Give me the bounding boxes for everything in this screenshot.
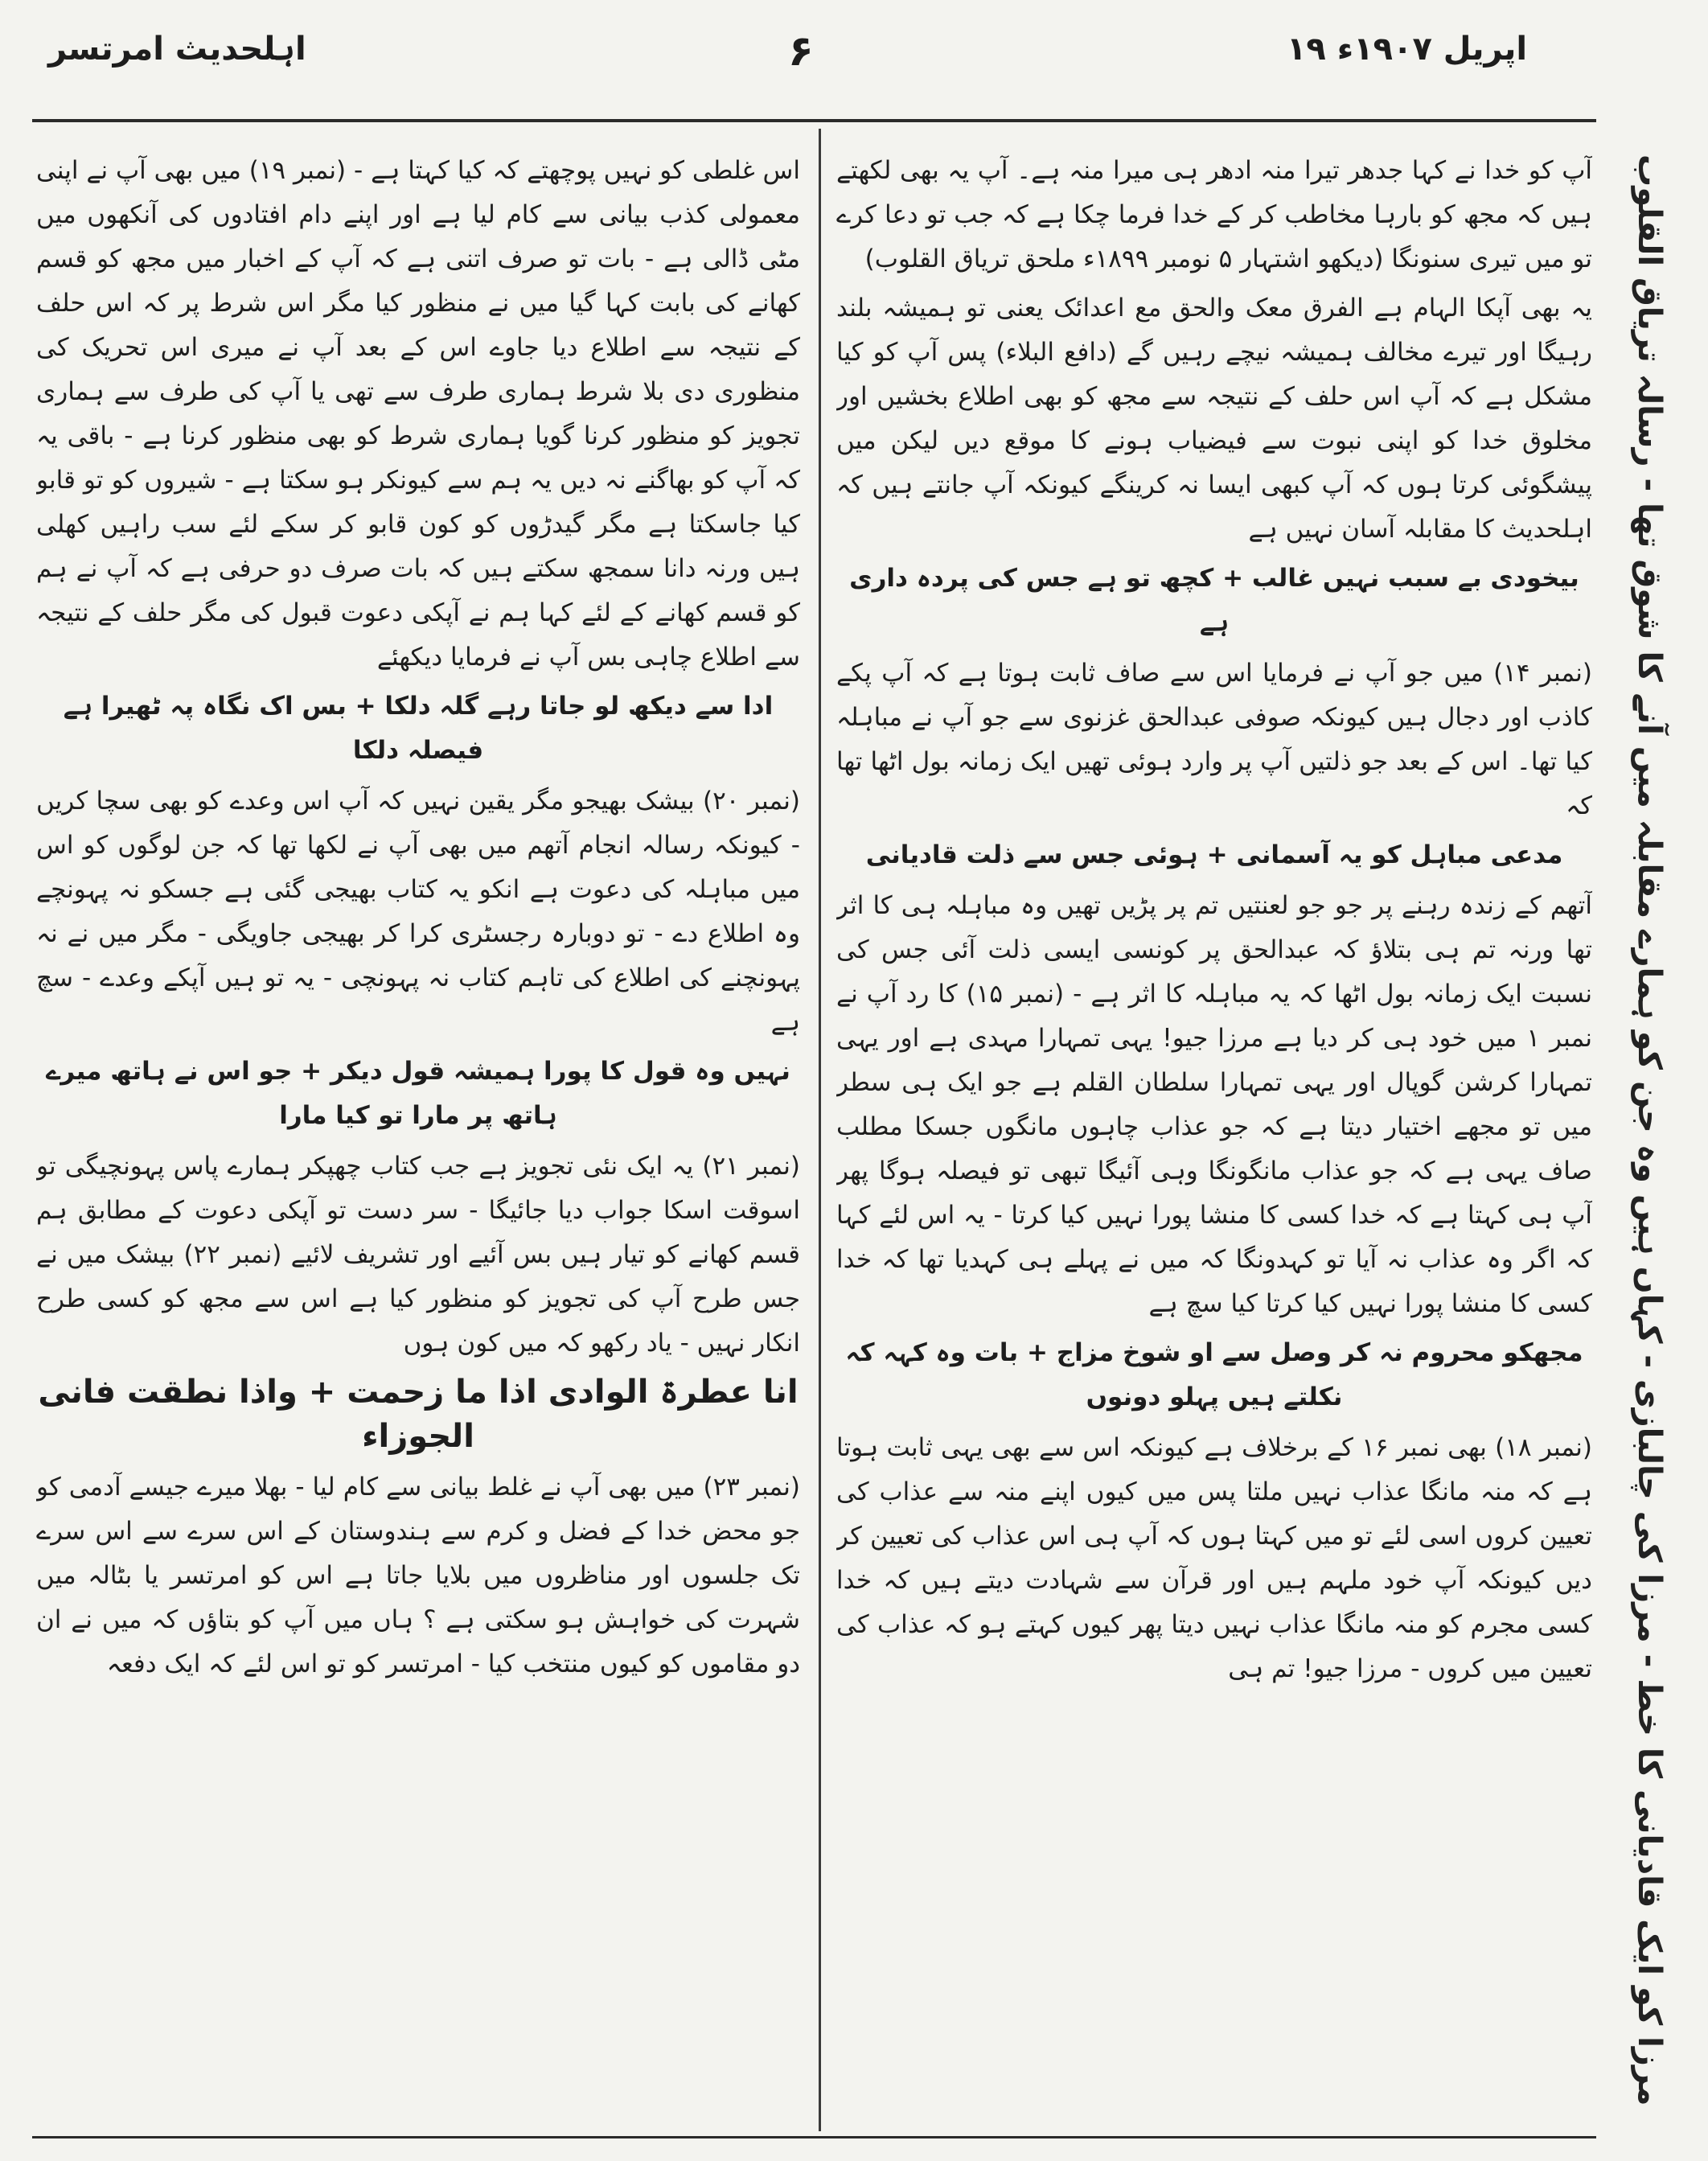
margin-annotation-text: مرزا کو ایک قادیانی کا خط - مرزا کی چالبازی - کہاں ہیں وہ جن کو ہمارے مقابلہ میں آنے کا شوق تھا - رسالہ تریاق القلوب — [1631, 154, 1668, 2106]
publication-name: اہلحدیث امرتسر — [48, 31, 306, 68]
left-column — [36, 149, 800, 2127]
paragraph: (نمبر ۲۳) میں بھی آپ نے غلط بیانی سے کام لیا - بھلا میرے جیسے آدمی کو جو محض خدا کے فضل و کرم سے ہندوستان کے اس سرے سے اس سرے تک جلسوں اور مناظروں میں بلایا جاتا ہے اس کو امرتسر یا بٹالہ میں شہرت کی خواہش ہو سکتی ہے ؟ ہاں میں آپ کو بتاؤں کہ میں نے ان دو مقاموں کو کیوں منتخب کیا - امرتسر کو تو اس لئے کہ ایک دفعہ — [36, 1473, 800, 1678]
margin-annotation — [1605, 137, 1694, 2123]
right-column — [836, 149, 1592, 2127]
verse: ادا سے دیکھ لو جاتا رہے گلہ دلکا + بس اک نگاہ پہ ٹھیرا ہے فیصلہ دلکا — [63, 692, 774, 765]
paragraph: (نمبر ۲۰) بیشک بھیجو مگر یقین نہیں کہ آپ اس وعدے کو بھی سچا کریں - کیونکہ رسالہ انجام آتھم میں بھی آپ نے لکھا تھا کہ جن لوگوں کو اس میں مباہلہ کی دعوت ہے انکو یہ کتاب بھیجی گئی ہے جسکو نہ پہونچے وہ اطلاع دے - تو دوبارہ رجسٹری کرا کر بھیجی جاویگی - مگر میں نے نہ پہونچنے کی اطلاع کی تاہم کتاب نہ پہونچی - یہ تو ہیں آپکے وعدے - سچ ہے — [36, 787, 800, 1037]
verse: نہیں وہ قول کا پورا ہمیشہ قول دیکر + جو اس نے ہاتھ میرے ہاتھ پر مارا تو کیا مارا — [46, 1057, 790, 1130]
paragraph: (نمبر ۱۴) میں جو آپ نے فرمایا اس سے صاف ثابت ہوتا ہے کہ آپ پکے کاذب اور دجال ہیں کیونکہ صوفی عبدالحق غزنوی سے جو آپ نے مباہلہ کیا تھا۔ اس کے بعد جو ذلتیں آپ پر وارد ہوئی تھیں ایک زمانہ بول اٹھا تھا کہ — [836, 659, 1592, 820]
paragraph: (نمبر ۲۱) یہ ایک نئی تجویز ہے جب کتاب چھپکر ہمارے پاس پہونچیگی تو اسوقت اسکا جواب دیا جائیگا - سر دست تو آپکی دعوت کے مطابق ہم قسم کھانے کو تیار ہیں بس آئیے اور تشریف لائیے (نمبر ۲۲) بیشک میں نے جس طرح آپ کی تجویز کو منظور کیا ہے اس سے مجھ کو کسی طرح انکار نہیں - یاد رکھو کہ میں کون ہوں — [36, 1152, 800, 1358]
page-number: ۶ — [788, 27, 814, 76]
verse: مجھکو محروم نہ کر وصل سے او شوخ مزاج + بات وہ کہہ کہ نکلتے ہیں پہلو دونوں — [845, 1338, 1583, 1411]
header-rule — [32, 119, 1596, 122]
footer-rule — [32, 2136, 1596, 2138]
column-divider — [819, 129, 821, 2131]
paragraph: اس غلطی کو نہیں پوچھتے کہ کیا کہتا ہے - (نمبر ۱۹) میں بھی آپ نے اپنی معمولی کذب بیانی سے کام لیا ہے اور اپنے دام افتادوں کی آنکھوں میں مٹی ڈالی ہے - بات تو صرف اتنی ہے کہ آپ کے اخبار میں مجھ کو قسم کھانے کی بابت کہا گیا میں نے منظور کیا مگر اس شرط پر کہ اس حلف کے نتیجہ سے اطلاع دیا جاوے اس کے بعد آپ نے میری اس تحریک کی منظوری دی بلا شرط ہماری طرف سے تھی یا آپ کی طرف سے ہماری تجویز کو منظور کرنا گویا ہماری شرط کو بھی منظور کرنا ہے - باقی یہ کہ آپ کو بھاگنے نہ دیں یہ ہم سے کیونکر ہو سکتا ہے - شیروں کو تو قابو کیا جاسکتا ہے مگر گیدڑوں کو کون قابو کر سکے لئے سب راہیں کھلی ہیں ورنہ دانا سمجھ سکتے ہیں کہ بات صرف دو حرفی ہے کہ آپ نے ہم کو قسم کھانے کے لئے کہا ہم نے آپکی دعوت قبول کی مگر حلف کے نتیجہ سے اطلاع چاہی بس آپ نے فرمایا دیکھئے — [36, 156, 800, 672]
paragraph: (نمبر ۱۸) بھی نمبر ۱۶ کے برخلاف ہے کیونکہ اس سے بھی یہی ثابت ہوتا ہے کہ منہ مانگا عذاب نہیں ملتا پس میں کیوں اپنے منہ سے عذاب کی تعیین کروں اسی لئے تو میں کہتا ہوں کہ آپ ہی اس عذاب کی تعیین کر دیں کیونکہ آپ خود ملہم ہیں اور قرآن سے شہادت دیتے ہیں کہ خدا کسی مجرم کو منہ مانگا عذاب نہیں دیتا پھر کیوں کہتے ہو کہ عذاب کی تعیین میں کروں - مرزا جیو! تم ہی — [836, 1433, 1592, 1683]
verse: بیخودی بے سبب نہیں غالب + کچھ تو ہے جس کی پردہ داری ہے — [849, 564, 1579, 637]
paragraph: یہ بھی آپکا الہام ہے الفرق معک والحق مع اعدائک یعنی تو ہمیشہ بلند رہیگا اور تیرے مخالف ہمیشہ نیچے رہیں گے (دافع البلاء) پس آپ کو کیا مشکل ہے کہ آپ اس حلف کے نتیجہ سے مجھ کو بھی اطلاع بخشیں اور مخلوق خدا کو اپنی نبوت سے فیضیاب ہونے کا موقع دیں لیکن میں پیشگوئی کرتا ہوں کہ آپ کبھی ایسا نہ کرینگے کیونکہ آپ جانتے ہیں کہ اہلحدیث کا مقابلہ آسان نہیں ہے — [836, 294, 1592, 544]
arabic-verse: انا عطرۃ الوادی اذا ما زحمت + واذا نطقت فانی الجوزاء — [38, 1374, 799, 1455]
verse: مدعی مباہل کو یہ آسمانی + ہوئی جس سے ذلت قادیانی — [865, 840, 1563, 869]
paragraph: آتھم کے زندہ رہنے پر جو جو لعنتیں تم پر پڑیں تھیں وہ مباہلہ ہی کا اثر تھا ورنہ تم ہی بتلاؤ کہ عبدالحق پر کونسی ایسی ذلت آئی جس کی نسبت ایک زمانہ بول اٹھا کہ یہ مباہلہ کا اثر ہے - (نمبر ۱۵) کا رد آپ نے نمبر ۱ میں خود ہی کر دیا ہے مرزا جیو! یہی تمہارا مہدی ہے اور یہی تمہارا کرشن گوپال اور یہی تمہارا سلطان القلم ہے جو ایک ہی سطر میں تو مجھے اختیار دیتا ہے کہ جو عذاب چاہوں مانگوں جسکا مطلب صاف یہی ہے کہ جو عذاب مانگونگا وہی آئیگا تبھی تو فیصلہ ہوگا پھر آپ ہی کہتا ہے کہ خدا کسی کا منشا پورا نہیں کیا کرتا - یہ اس لئے کہا کہ اگر وہ عذاب نہ آیا تو کہدونگا کہ میں نے پہلے ہی کہدیا تھا کہ خدا کسی کا منشا پورا نہیں کیا کرتا کیا سچ ہے — [836, 891, 1592, 1318]
issue-date: ۱۹ اپریل ۱۹۰۷ء — [1287, 31, 1528, 68]
paragraph: آپ کو خدا نے کہا جدھر تیرا منہ ادھر ہی میرا منہ ہے۔ آپ یہ بھی لکھتے ہیں کہ مجھ کو بارہا مخاطب کر کے خدا فرما چکا ہے کہ جب تو دعا کرے تو میں تیری سنونگا (دیکھو اشتہار ۵ نومبر ۱۸۹۹ء ملحق تریاق القلوب) — [836, 156, 1592, 273]
